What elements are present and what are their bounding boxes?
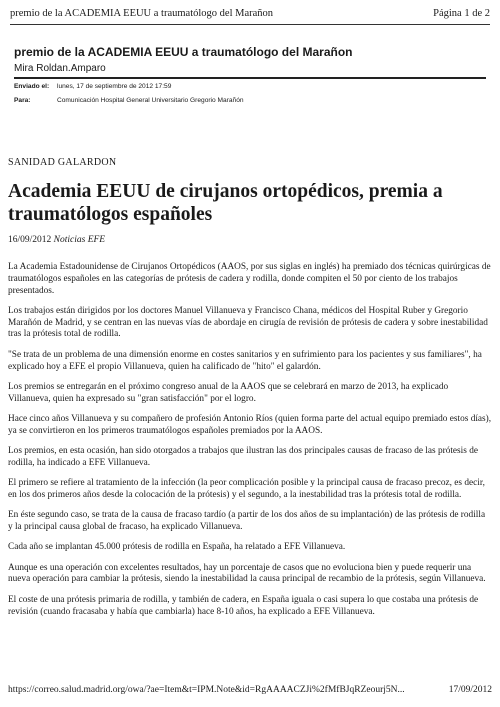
article-paragraph: En éste segundo caso, se trata de la causa de fracaso tardío (a partir de los dos años de su implantación) de las prótesis de rodilla y la principal causa global de fracaso, ha explicado Villanueva. [8, 510, 486, 533]
to-label: Para: [14, 97, 31, 104]
email-sender: Mira Roldan.Amparo [14, 63, 106, 74]
email-to-row [14, 97, 244, 104]
article-paragraph: Hace cinco años Villanueva y su compañero de profesión Antonio Ríos (quien forma parte del actual equipo premiado estos días), ya se convirtieron en los primeros traumatólogos españoles premiados por la AAOS. [8, 413, 492, 436]
article-paragraph: Los trabajos están dirigidos por los doctores Manuel Villanueva y Francisco Chana, médicos del Hospital Ruber y Gregorio Marañón de Madrid, y se centran en las nuevas vías de abordaje en cirugía de revisión de prótesis de cadera y sobre inestabilidad tras la prótesis total de rodilla. [8, 305, 488, 340]
article-paragraph: Cada año se implantan 45.000 prótesis de rodilla en España, ha relatado a EFE Villanueva. [8, 542, 346, 553]
article-paragraph: El primero se refiere al tratamiento de la infección (la peor complicación posible y la principal causa de fracaso precoz, es decir, en los dos primeros años desde la colocación de la prótesis) y el segundo, a la inestabilidad tras la prótesis total de rodilla. [8, 478, 485, 500]
article-paragraph: Los premios se entregarán en el próximo congreso anual de la AAOS que se celebrará en marzo de 2013, ha explicado Villanueva, quien ha expresado su "gran satisfacción" por el logro. [8, 381, 449, 404]
email-header-divider [14, 77, 486, 79]
article-body [8, 262, 492, 627]
sent-label: Enviado el: [14, 83, 50, 90]
article-paragraph: Los premios, en esta ocasión, han sido otorgados a trabajos que ilustran las dos principales causas de fracaso de las prótesis de rodilla, ha indicado a EFE Villanueva. [8, 446, 478, 468]
article-source: Noticias EFE [53, 235, 106, 245]
email-subject: premio de la ACADEMIA EEUU a traumatólogo del Marañon [14, 45, 353, 59]
email-sent-row [14, 83, 171, 90]
article-paragraph: Aunque es una operación con excelentes resultados, hay un porcentaje de casos que no evoluciona bien y puede requerir una nueva operación para cambiar la prótesis, siendo la inestabilidad la causa principal de recambio de la prótesis, según Villanueva. [8, 562, 486, 585]
article-section: SANIDAD GALARDON [8, 157, 117, 168]
print-footer-url: https://correo.salud.madrid.org/owa/?ae=Item&t=IPM.Note&id=RgAAAACZJi%2fMfBJqRZeourj5N... [8, 685, 405, 695]
article-paragraph: La Academia Estadounidense de Cirujanos Ortopédicos (AAOS, por sus siglas en inglés) ha premiado dos técnicas quirúrgicas de traumatólogos españoles en las categorías de prótesis de cadera y rodilla, donde compiten el 50 por ciento de los trabajos presentados. [8, 262, 491, 296]
article-paragraph: "Se trata de un problema de una dimensión enorme en costes sanitarios y en sufrimiento para los pacientes y sus familiares", ha explicado hoy a EFE el propio Villanueva, quien ha calificado de "hito" el galardón. [8, 349, 482, 372]
article-date: 16/09/2012 [8, 235, 52, 245]
print-footer-date: 17/09/2012 [448, 685, 492, 695]
print-page-number: Página 1 de 2 [433, 8, 490, 19]
header-divider [10, 24, 490, 25]
article-title: Academia EEUU de cirujanos ortopédicos, premia a traumatólogos españoles [8, 181, 443, 225]
to-value: Comunicación Hospital General Universitario Gregorio Marañón [57, 97, 244, 104]
article-dateline [8, 235, 105, 245]
sent-value: lunes, 17 de septiembre de 2012 17:59 [57, 83, 172, 90]
print-header-title: premio de la ACADEMIA EEUU a traumatólogo del Marañon [10, 8, 274, 19]
article-paragraph: El coste de una prótesis primaria de rodilla, y también de cadera, en España iguala o casi supera lo que costaba una prótesis de revisión (cuando fracasaba y había que cambiarla) hace 8-10 años, ha explicado a EFE Villanueva. [8, 594, 479, 617]
